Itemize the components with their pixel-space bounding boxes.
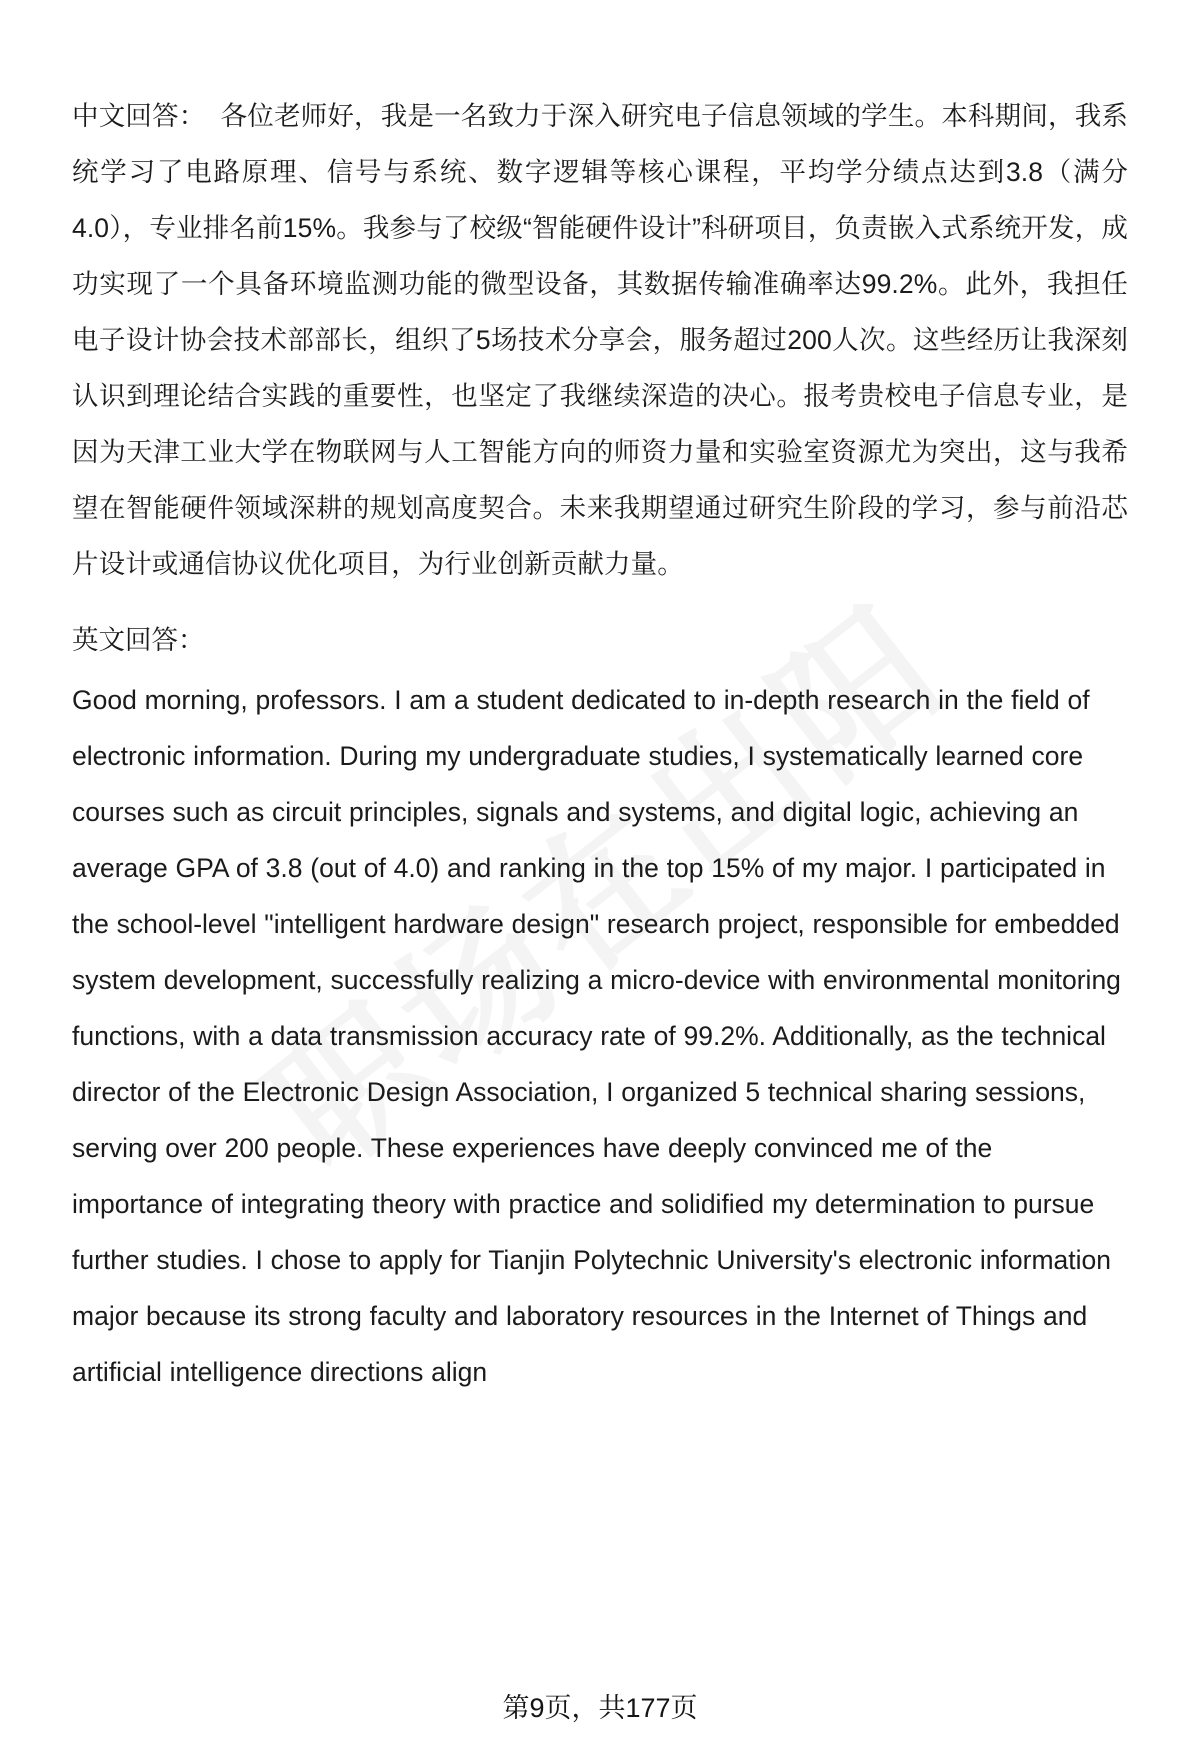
chinese-answer-body: 各位老师好，我是一名致力于深入研究电子信息领域的学生。本科期间，我系统学习了电路原理、信号与系统、数字逻辑等核心课程，平均学分绩点达到3.8（满分4.0），专业排名前15%。我参与了校级“智能硬件设计”科研项目，负责嵌入式系统开发，成功实现了一个具备环境监测功能的微型设备，其数据传输准确率达99.2%。此外，我担任电子设计协会技术部部长，组织了5场技术分享会，服务超过200人次。这些经历让我深刻认识到理论结合实践的重要性，也坚定了我继续深造的决心。报考贵校电子信息专业，是因为天津工业大学在物联网与人工智能方向的师资力量和实验室资源尤为突出，这与我希望在智能硬件领域深耕的规划高度契合。未来我期望通过研究生阶段的学习，参与前沿芯片设计或通信协议优化项目，为行业创新贡献力量。 [72,101,1128,579]
english-answer-label: 英文回答： [72,625,205,655]
chinese-answer-paragraph [72,88,1128,592]
page-indicator: 第9页，共177页 [502,1693,698,1723]
english-answer-body: Good morning, professors. I am a student dedicated to in-depth research in the field of electronic information. During my undergraduate studies, I systematically learned core courses such as circuit principles, signals and systems, and digital logic, achieving an average GPA of 3.8 (out of 4.0) and ranking in the top 15% of my major. I participated in the school-level "intelligent hardware design" research project, responsible for embedded system development, successfully realizing a micro-device with environmental monitoring functions, with a data transmission accuracy rate of 99.2%. Additionally, as the technical director of the Electronic Design Association, I organized 5 technical sharing sessions, serving over 200 people. These experiences have deeply convinced me of the importance of integrating theory with practice and solidified my determination to pursue further studies. I chose to apply for Tianjin Polytechnic University's electronic information major because its strong faculty and laboratory resources in the Internet of Things and artificial intelligence directions align [72,685,1121,1387]
chinese-answer-label: 中文回答： [72,101,206,131]
